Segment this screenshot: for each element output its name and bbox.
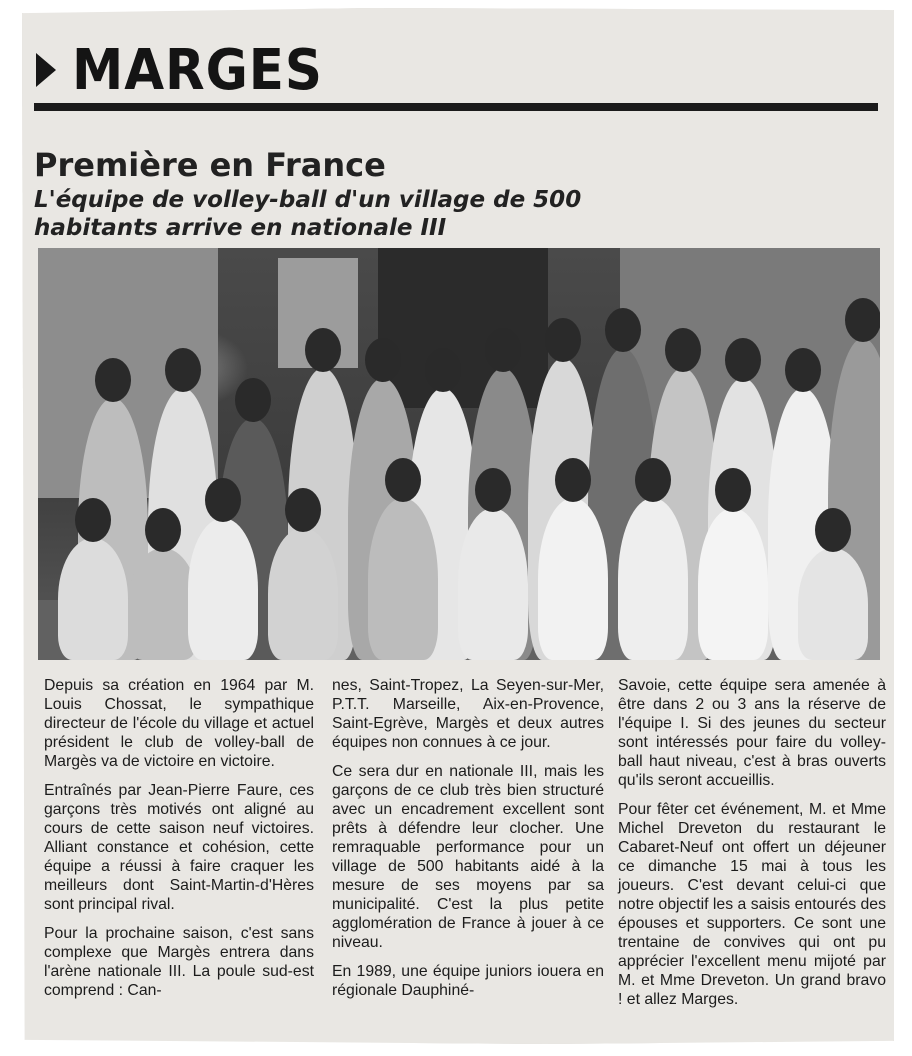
photo-person-head xyxy=(665,328,701,372)
paragraph: Pour la prochaine saison, c'est sans complexe que Margès entrera dans l'arène nationale III. La poule sud-est comprend : Can- xyxy=(44,925,314,999)
subheadline: L'équipe de volley-ball d'un village de 500 habitants arrive en nationale III xyxy=(34,187,582,241)
section-title: MARGES xyxy=(72,37,323,103)
paragraph: Entraînés par Jean-Pierre Faure, ces garçons très motivés ont aligné au cours de cette saison neuf victoires. Alliant constance et cohésion, cette équipe a réussi à faire craquer les meilleurs dont Saint-Martin-d'Hères sont principal rival. xyxy=(44,782,314,913)
paragraph: nes, Saint-Tropez, La Seyen-sur-Mer, P.T.T. Marseille, Aix-en-Provence, Saint-Egrève, Margès et deux autres équipes non connues à ce jour. xyxy=(332,677,604,751)
photo-person-head xyxy=(75,498,111,542)
photo-person-head xyxy=(785,348,821,392)
photo-person-head xyxy=(715,468,751,512)
paragraph: Savoie, cette équipe sera amenée à être dans 2 ou 3 ans la réserve de l'équipe I. Si des jeunes du secteur sont intéressés pour faire du volley-ball haut niveau, c'est à bras ouverts qu'ils seront accueillis. xyxy=(618,677,886,789)
article-column-2 xyxy=(332,676,604,1010)
photo-person-head xyxy=(635,458,671,502)
photo-person-head xyxy=(605,308,641,352)
team-photo xyxy=(38,248,880,660)
photo-person-head xyxy=(385,458,421,502)
photo-person xyxy=(458,508,528,660)
photo-person xyxy=(268,528,338,660)
photo-person-head xyxy=(425,348,461,392)
photo-person xyxy=(368,498,438,660)
photo-person-head xyxy=(285,488,321,532)
photo-person-head xyxy=(165,348,201,392)
photo-person xyxy=(188,518,258,660)
paragraph: En 1989, une équipe juniors iouera en régionale Dauphiné- xyxy=(332,963,604,999)
photo-person-head xyxy=(235,378,271,422)
photo-person-head xyxy=(815,508,851,552)
paragraph: Pour fêter cet événement, M. et Mme Michel Dreveton du restaurant le Cabaret-Neuf ont offert un déjeuner ce dimanche 15 mai à tous les joueurs. C'est devant celui-ci que notre objectif les a saisis entourés des épouses et supporters. Ce sont une trentaine de convives qui ont pu apprécier l'excellent menu mijoté par M. et Mme Dreveton. Un grand bravo ! et allez Marges. xyxy=(618,801,886,1008)
photo-person-head xyxy=(545,318,581,362)
photo-person xyxy=(618,498,688,660)
photo-person-head xyxy=(145,508,181,552)
right-triangle-icon xyxy=(36,53,56,87)
photo-person xyxy=(58,538,128,660)
photo-person-head xyxy=(555,458,591,502)
paragraph: Depuis sa création en 1964 par M. Louis Chossat, le sympathique directeur de l'école du village et actuel président le club de volley-ball de Margès va de victoire en victoire. xyxy=(44,677,314,770)
photo-person-head xyxy=(475,468,511,512)
section-rule xyxy=(34,103,878,111)
photo-person-head xyxy=(845,298,880,342)
photo-person-head xyxy=(725,338,761,382)
photo-person-head xyxy=(305,328,341,372)
paragraph: Ce sera dur en nationale III, mais les garçons de ce club très bien structuré avec un encadrement excellent sont prêts à défendre leur clocher. Une remraquable performance pour un village de 500 habitants aidé à la mesure de ses moyens par sa municipalité. C'est la plus petite agglomération de France à jouer à ce niveau. xyxy=(332,763,604,951)
photo-person xyxy=(698,508,768,660)
section-header xyxy=(36,37,345,103)
photo-person-head xyxy=(95,358,131,402)
photo-person xyxy=(798,548,868,660)
headline: Première en France xyxy=(34,146,386,184)
photo-person-head xyxy=(205,478,241,522)
photo-person-head xyxy=(365,338,401,382)
article-column-1 xyxy=(44,676,314,1010)
article-column-3 xyxy=(618,676,886,1019)
photo-person-head xyxy=(485,328,521,372)
photo-person xyxy=(538,498,608,660)
photo-doorway xyxy=(378,248,548,408)
